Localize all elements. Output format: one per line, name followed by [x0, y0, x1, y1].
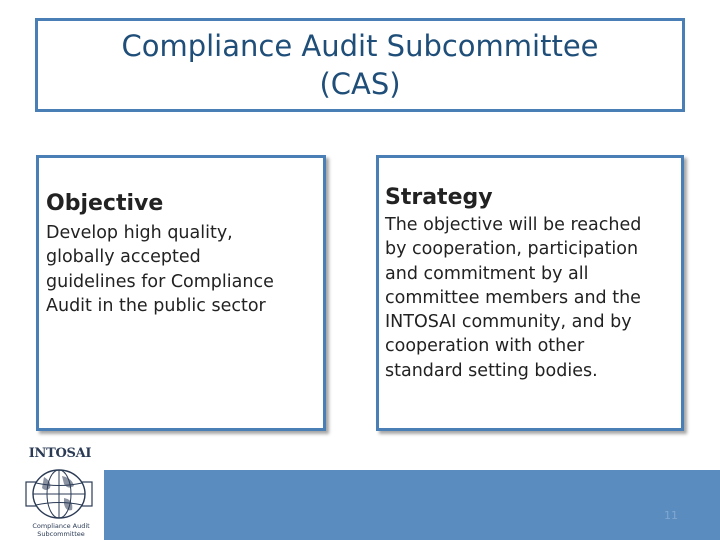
strategy-body: [385, 213, 681, 383]
strategy-line: committee members and the: [385, 287, 641, 308]
logo-caption: [20, 522, 102, 538]
objective-heading: Objective: [46, 191, 164, 216]
strategy-line: standard setting bodies.: [385, 360, 598, 381]
strategy-line: The objective will be reached: [385, 215, 642, 235]
strategy-line: and commitment by all: [385, 263, 589, 284]
footer-bar: [104, 470, 720, 540]
strategy-line: by cooperation, participation: [385, 239, 639, 260]
title-box: [35, 18, 685, 112]
title-line-2: (CAS): [319, 67, 401, 101]
strategy-line: INTOSAI community, and by: [385, 312, 632, 333]
strategy-panel: [376, 155, 684, 431]
strategy-line: cooperation with other: [385, 336, 585, 357]
objective-line: Develop high quality,: [46, 223, 233, 243]
logo-caption-line: Subcommittee: [37, 530, 85, 538]
title-line-1: Compliance Audit Subcommittee: [121, 29, 599, 63]
objective-line: globally accepted: [46, 247, 201, 268]
intosai-logo: [20, 446, 100, 540]
objective-body: [46, 221, 323, 318]
slide-number: 11: [664, 509, 678, 522]
logo-caption-line: Compliance Audit: [32, 522, 90, 530]
objective-panel: [36, 155, 326, 431]
objective-line: Audit in the public sector: [46, 295, 266, 316]
logo-wordmark: INTOSAI: [28, 446, 92, 461]
strategy-heading: Strategy: [385, 185, 493, 210]
objective-line: guidelines for Compliance: [46, 271, 274, 292]
globe-icon: [24, 468, 94, 520]
